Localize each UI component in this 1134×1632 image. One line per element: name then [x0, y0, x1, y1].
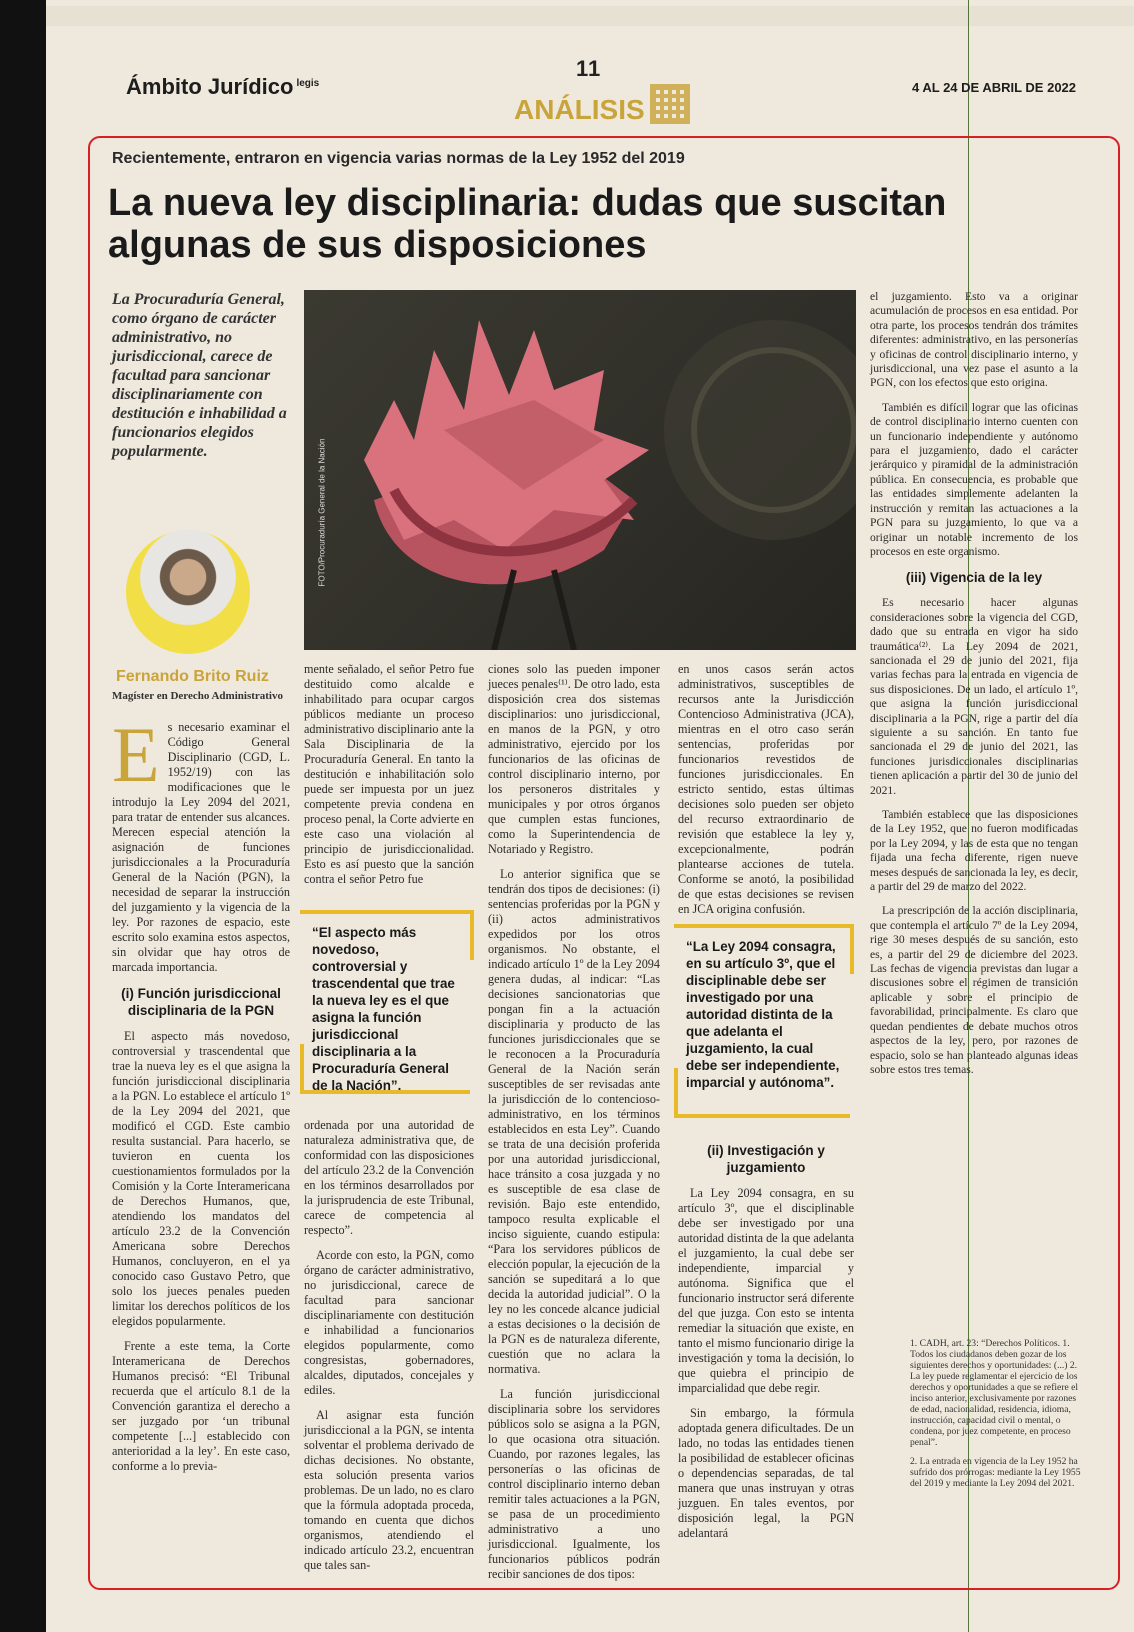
paragraph: Es necesario hacer algunas consideraciones sobre la vigencia del CGD, dado que su entrada en vigor ha sido traumática⁽²⁾. La Ley 2094 de 2021, sancionada el 29 de junio del 2021, fija varias fechas para la entrada en vigencia de sus disposiciones. De un lado, el artículo 1º, que asigna la función jurisdiccional disciplinaria a la PGN, rige a partir del día siguiente a su sanción. En tanto fue sancionada el 29 de junio del 2021, las funciones jurisdiccionales disciplinarias tienen aplicación a partir del 30 de junio del 2021. [870, 596, 1078, 797]
section-label: ANÁLISIS [514, 94, 645, 125]
newspaper-page [46, 0, 1134, 1632]
article-column-4b [678, 1132, 854, 1551]
pull-quote-text: “La Ley 2094 consagra, en su artículo 3º, que el disciplinable debe ser investigado por una autoridad distinta de la que adelanta el juzgamiento, la cual debe ser independiente, imparcial y autónoma”. [686, 939, 840, 1090]
author-avatar [126, 530, 250, 654]
article-column-2 [304, 662, 474, 897]
article-title: La nueva ley disciplinaria: dudas que suscitan algunas de sus disposiciones [108, 182, 947, 266]
article-column-3 [488, 662, 660, 1592]
qr-code-icon [650, 84, 690, 124]
article-column-2b [304, 1118, 474, 1583]
article-column-5 [870, 290, 1078, 1087]
brand-name: Ámbito Jurídico [126, 74, 294, 99]
paragraph: Acorde con esto, la PGN, como órgano de carácter administrativo, no jurisdiccional, carece de facultad para sancionar disciplinariamente con destitución e inhabilidad a funcionarios elegidos popularmente, como congresistas, gobernadores, alcaldes, diputados, concejales y ediles. [304, 1248, 474, 1397]
article-photo [304, 290, 856, 650]
sculpture-image [304, 290, 856, 650]
paragraph: mente señalado, el señor Petro fue destituido como alcalde e inhabilitado para ocupar cargos públicos mediante un proceso administrativo disciplinario ante la Sala Disciplinaria de la Procuraduría General. En tanto la destitución e inhabilitación solo puede ser impuesta por un juez competente previa condena en proceso penal, la Corte advierte en este caso una violación al principio de jurisdiccionalidad. Esto es así puesto que la sanción contra el señor Petro fue [304, 662, 474, 886]
brand-mark: legis [296, 77, 320, 89]
page-number: 11 [576, 56, 602, 81]
quote-border-right [470, 910, 474, 960]
quote-border-top [300, 910, 470, 914]
paragraph [112, 711, 290, 975]
quote-border-left [300, 1044, 304, 1094]
quote-border-right [850, 924, 854, 974]
footnote-1: 1. CADH, art. 23: “Derechos Políticos. 1. Todos los ciudadanos deben gozar de los siguientes derechos y oportunidades: (...) 2. La ley puede reglamentar el ejercicio de los derechos y oportunidades a que se refiere el inciso anterior, exclusivamente por razones de edad, nacionalidad, residencia, idioma, instrucción, capacidad civil o mental, o condena, por juez competente, en proceso penal”. [910, 1338, 1079, 1448]
photo-credit: FOTO/Procuraduría General de la Nación [317, 438, 327, 587]
page-top-strip [46, 6, 1134, 26]
quote-border-bottom [674, 1114, 850, 1118]
subheading-vigencia: (iii) Vigencia de la ley [905, 570, 1043, 586]
subheading-jurisdiccional: (i) Función jurisdiccional disciplinaria de la PGN [121, 986, 281, 1018]
paragraph: en unos casos serán actos administrativos, susceptibles de recursos ante la Jurisdicción Contencioso Administrativa (JCA), mientras en el otro caso serán sentencias, proferidas por funcionarios revestidos de funciones jurisdiccionales. En estricto sentido, estas últimas decisiones solo pueden ser objeto del recurso extraordinario de revisión que establece la ley y, excepcionalmente, podrán plantearse acciones de tutela. Conforme se anotó, la posibilidad de que estas decisiones se revisen en JCA origina confusión. [678, 662, 854, 916]
paragraph: También es difícil lograr que las oficinas de control disciplinario interno cuenten con un funcionario independiente y autónomo para el juzgamiento, dado el carácter jerárquico y piramidal de la administración pública. En consecuencia, es probable que las entidades simplemente adelanten la instrucción y remitan las actuaciones a la PGN para su juzgamiento, lo que va a originar un notable incremento de los procesos en este organismo. [870, 400, 1078, 558]
drop-cap: E [112, 711, 160, 798]
article-column-1 [112, 711, 290, 1484]
article-kicker: Recientemente, entraron en vigencia varias normas de la Ley 1952 del 2019 [112, 150, 685, 167]
paragraph-text: s necesario examinar el Código General Disciplinario (CGD, L. 1952/19) con las modificaciones que le introdujo la Ley 2094 del 2021, para tratar de entender sus alcances. Merecen especial atención la asignación de funciones jurisdiccionales a la Procuraduría General de la Nación (PGN), la necesidad de separar la instrucción del juzgamiento y la vigencia de la ley. Por razones de espacio, este escrito solo examina estos aspectos, sin olvidar que hay otros de marcada importancia. [112, 720, 290, 974]
quote-border-left [674, 1068, 678, 1118]
author-name: Fernando Brito Ruiz [116, 668, 269, 685]
paragraph: Frente a este tema, la Corte Interamericana de Derechos Humanos precisó: “El Tribunal recuerda que el artículo 8.1 de la Convención garantiza el derecho a ser juzgado por ‘un tribunal competente [...] establecido con anterioridad a la ley’. En este caso, conforme a lo previa- [112, 1339, 290, 1473]
paragraph: La función jurisdiccional disciplinaria sobre los servidores públicos solo se asigna a la PGN, lo que ocasiona otra situación. Cuando, por razones legales, las personerías o las oficinas de control disciplinario interno deban remitir tales actuaciones a la PGN, se pasa de un procedimiento administrativo a uno jurisdiccional. Igualmente, los funcionarios públicos podrán recibir sanciones de dos tipos: [488, 1387, 660, 1581]
paragraph: Lo anterior significa que se tendrán dos tipos de decisiones: (i) sentencias proferidas por la PGN y (ii) actos administrativos expedidos por los otros organismos. No obstante, el indicado artículo 1º de la Ley 2094 genera dudas, al indicar: “Las decisiones sancionatorias que pongan fin a la actuación disciplinaria y producto de las funciones jurisdiccionales que se le reconocen a la Procuraduría General de la Nación serán susceptibles de ser revisadas ante la jurisdicción de lo contencioso-administrativo, en los términos establecidos en esta Ley”. Cuando se trata de una decisión proferida por una autoridad jurisdiccional, hace tránsito a cosa juzgada y no es susceptible de esa clase de revisión. Bajo este entendido, tampoco resulta explicable el inciso siguiente, cuando estipula: “Para los servidores públicos de elección popular, la ejecución de la sanción se supeditará a lo que decida la autoridad judicial”. O la ley no les concede alcance judicial a estas decisiones o la decisión de la PGN es de naturaleza diferente, cuestión que no aclara la normativa. [488, 867, 660, 1376]
issue-date: 4 AL 24 DE ABRIL DE 2022 [912, 80, 1077, 95]
paragraph: Al asignar esta función jurisdiccional a la PGN, se intenta solventar el problema derivado de dichas decisiones. No obstante, esta solución presenta varios problemas. De un lado, no es claro que la fórmula adoptada proceda, tomando en cuenta que dichos organismos, atendiendo el indicado artículo 23.2, encuentran que tales san- [304, 1408, 474, 1572]
pull-quote-text: “El aspecto más novedoso, controversial y trascendental que trae la nueva ley es el que asigna la función jurisdiccional disciplinaria a la Procuraduría General de la Nación”. [312, 925, 455, 1093]
quote-border-top [674, 924, 850, 928]
paragraph: La Ley 2094 consagra, en su artículo 3º, que el disciplinable debe ser investigado por una autoridad distinta de la que adelanta el juzgamiento, la cual debe ser independiente, imparcial y autónoma. Significa que el funcionario instructor será diferente del que juzga. Con esto se intenta remediar la situación que existe, en tanto el mismo funcionario dirige la investigación y toma la decisión, lo que quiebra el principio de imparcialidad que debe regir. [678, 1186, 854, 1395]
paragraph: ordenada por una autoridad de naturaleza administrativa que, de conformidad con las disposiciones del artículo 23.2 de la Convención en los términos desarrollados por la jurisprudencia de este Tribunal, carece de competencia al respecto”. [304, 1118, 474, 1237]
paragraph: También establece que las disposiciones de la Ley 1952, que no fueron modificadas por la Ley 2094, y las de esta que no tengan fijada una fecha diferente, rigen nueve meses después de sancionada la ley, es decir, a partir del 29 de marzo del 2022. [870, 808, 1078, 894]
paragraph: La prescripción de la acción disciplinaria, que contempla el artículo 7º de la Ley 2094, rige 30 meses después de su sanción, esto es, a partir del 29 de diciembre del 2023. Las fechas de vigencia previstas dan lugar a discusiones sobre el régimen de transición aplicable y sobre el principio de favorabilidad, principalmente. Es claro que quedan pendientes de debate muchos otros aspectos de la ley, pero, por razones de espacio, solo se han planteado algunas ideas sobre estos tres temas. [870, 904, 1078, 1076]
publication-brand [126, 74, 319, 100]
subheading-investigacion: (ii) Investigación y juzgamiento [707, 1143, 825, 1175]
paragraph: El aspecto más novedoso, controversial y trascendental que trae la nueva ley es el que asigna la función jurisdiccional disciplinaria a la PGN. Lo establece el artículo 1º de la Ley 2094 del 2021, que modificó el CGD. Este cambio resulta sustancial. Para hacerlo, se tuvieron en cuenta los cuestionamientos formulados por la Comisión y la Corte Interamericana de Derechos Humanos, que, atendiendo los mandatos del artículo 23.2 de la Convención Americana sobre Derechos Humanos, concluyeron, en el ya conocido caso Gustavo Petro, que solo los jueces penales pueden limitar los derechos políticos de los elegidos popularmente. [112, 1029, 290, 1328]
pull-quote-2 [674, 924, 854, 1118]
footnote-2: 2. La entrada en vigencia de la Ley 1952 ha sufrido dos prórrogas: mediante la Ley 1955 del 2019 y mediante la Ley 2094 del 2021. [910, 1456, 1081, 1489]
author-role: Magíster en Derecho Administrativo [112, 690, 283, 702]
paragraph: Sin embargo, la fórmula adoptada genera dificultades. De un lado, no todas las entidades tienen la posibilidad de establecer oficinas o dependencias separadas, de tal manera que unas instruyan y otras juzguen. En tales eventos, por disposición legal, la PGN adelantará [678, 1406, 854, 1540]
article-lead: La Procuraduría General, como órgano de carácter administrativo, no jurisdiccional, carece de facultad para sancionar disciplinariamente con destitución e inhabilidad a funcionarios elegidos popularmente. [112, 291, 287, 460]
pull-quote-1 [300, 910, 474, 1094]
footnotes [910, 1338, 1082, 1497]
paragraph: ciones solo las pueden imponer jueces penales⁽¹⁾. De otro lado, esta disposición crea dos sistemas disciplinarios: uno jurisdiccional, en manos de la PGN, y otro administrativo, ejercido por los funcionarios de las oficinas de control disciplinario interno, por los personeros distritales y municipales y por otros órganos que cumplen estas funciones, como la Superintendencia de Notariado y Registro. [488, 662, 660, 856]
article-column-4 [678, 662, 854, 927]
paragraph: el juzgamiento. Esto va a originar acumulación de procesos en esa entidad. Por otra parte, los procesos tendrán dos trámites diferentes: administrativo, en las personerías y oficinas de control disciplinario interno, y jurisdiccional, una vez pase el asunto a la PGN, con los efectos que esto origina. [870, 290, 1078, 390]
